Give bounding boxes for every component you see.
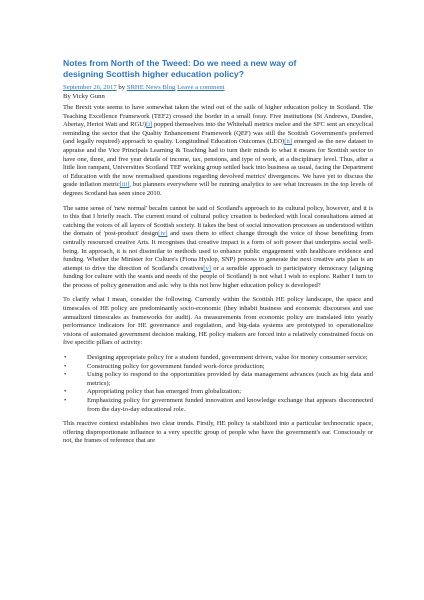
article-body [63, 104, 373, 446]
paragraph-text: popped themselves into the Whitehall metrics melee and the SFC sent an encyclical reminding the sector that the Quality Enhancement Framework (QEF) was still the Scottish Government's preferred (and legally required) approach to quality. Longitudinal Education Outcomes (LEO) [63, 121, 374, 146]
by-text: by [118, 84, 126, 91]
paragraph [63, 296, 373, 348]
list-item-text: Emphasizing policy for government funded innovation and knowledge exchange that appears disconnected from the day-to-day educational role. [87, 397, 373, 413]
paragraph-text: The Brexit vote seems to have somewhat taken the wind out of the sails of higher education policy in Scotland. The Teaching Excellence Framework (TEF2) crossed the border in a small foray. Five institutions (St Andrews, Dundee, Abertay, Heriot Watt and RGU) [63, 104, 373, 129]
post-meta [63, 84, 373, 93]
bullet-icon: • [64, 388, 67, 396]
paragraph-text: and uses them to effect change through the voice of those benefiting from centrally resourced creative Arts. It recognises that creative impact is a form of soft power that underpins social well-being. In approach, it is not dissimilar to methods used to enhance public engagement with healthcare evidence and funding. Whether the Minister for Culture's (Fiona Hyslop, SNP) process to generate the next creative arts plan is an attempt to drive the direction of Scotland's creatives [63, 230, 373, 272]
closing-paragraph: This reactive context establishes two clear trends. Firstly, HE policy is stabilized into a particular technocratic space, offering disproportionate influence to a very specific group of people who have the government's ear. Consciously or not, the frames of reference that are [63, 420, 373, 445]
list-item-text: Appropriating policy that has emerged from globalization; [87, 388, 242, 396]
pillars-list [63, 354, 373, 414]
bullet-icon: • [64, 354, 67, 362]
footnote-ref-link[interactable]: [i] [146, 121, 153, 129]
article [63, 58, 373, 452]
post-date-link[interactable]: September 26, 2017 [63, 84, 117, 91]
footnote-ref-link[interactable]: [iii] [119, 181, 130, 189]
list-item-text: Designing appropriate policy for a student funded, government driven, value for money consumer service; [87, 354, 368, 362]
list-item [63, 363, 373, 372]
list-item [63, 354, 373, 363]
footnote-ref-link[interactable]: [v] [203, 264, 211, 272]
list-item-text: Using policy to respond to the opportunities provided by data management advances (such as big data and metrics); [87, 371, 373, 387]
author-byline: By Vicky Gunn [63, 92, 105, 100]
list-item [63, 371, 373, 388]
paragraph-text: emerged as the new dataset to appraise and the Vice Principals Learning & Teaching had to turn their minds to what it means for Scottish sector to have one, three, and five year details of income, tax, pensions, and type of work, at a disciplinary level. Thus, after a little lion rampant, Universities Scotland TEF working group settled back into business as usual, facing the Department of Education with the now normalised questions regarding devolved metrics' divergences. We have yet to discuss the grade inflation metric [63, 138, 373, 189]
bullet-icon: • [64, 362, 67, 370]
bullet-icon: • [64, 397, 67, 404]
paragraph-text: To clarify what I mean, consider the following. Currently within the Scottish HE policy landscape, the space and timescales of HE policy are predominantly socio-economic (they inhabit business and economic discourses and use annualized timescales as frameworks for audit). As measurements from economic policy are translated into yearly performance indicators for HE governance and regulation, and big-data systems are prototyped to operationalize visions of automated government decision making, HE policy makers are forced into a relatively constrained focus on five specific pillars of activity: [63, 296, 373, 347]
leave-comment-link[interactable]: Leave a comment [177, 84, 225, 91]
paragraph [63, 104, 373, 199]
blog-link[interactable]: SRHE News Blog [126, 84, 176, 91]
footnote-ref-link[interactable]: [iv] [158, 230, 168, 238]
footnote-ref-link[interactable]: [ii] [284, 138, 293, 146]
paragraph-text: The same sense of 'new normal' becalm cannot be said of Scotland's approach to its cultural policy, however, and it is to this that I briefly reach. The current round of cultural policy creation is bedecked with local consultations aimed at catching the voices of all layers of Scottish society. It takes the best of social innovation processes as understood within the domain of 'post-product' design [63, 204, 373, 238]
list-item [63, 388, 373, 397]
paragraph-text: or a sensible approach to participatory democracy (aligning funding for culture with the wants and needs of the people of Scotland) is not what I wish to explore. Rather I turn to the process of policy generation and ask: why is this not how higher education policy is developed? [63, 264, 373, 289]
bullet-icon: • [64, 371, 67, 379]
list-item-text: Constructing policy for government funded work-force production; [87, 362, 265, 370]
list-item [63, 397, 373, 414]
paragraph-text: , but planners everywhere will be running analytics to see what increases in the top levels of degrees Scotland has seen since 2010. [63, 181, 373, 197]
article-title: Notes from North of the Tweed: Do we need a new way of designing Scottish higher education policy? [63, 58, 297, 79]
paragraph [63, 205, 373, 291]
